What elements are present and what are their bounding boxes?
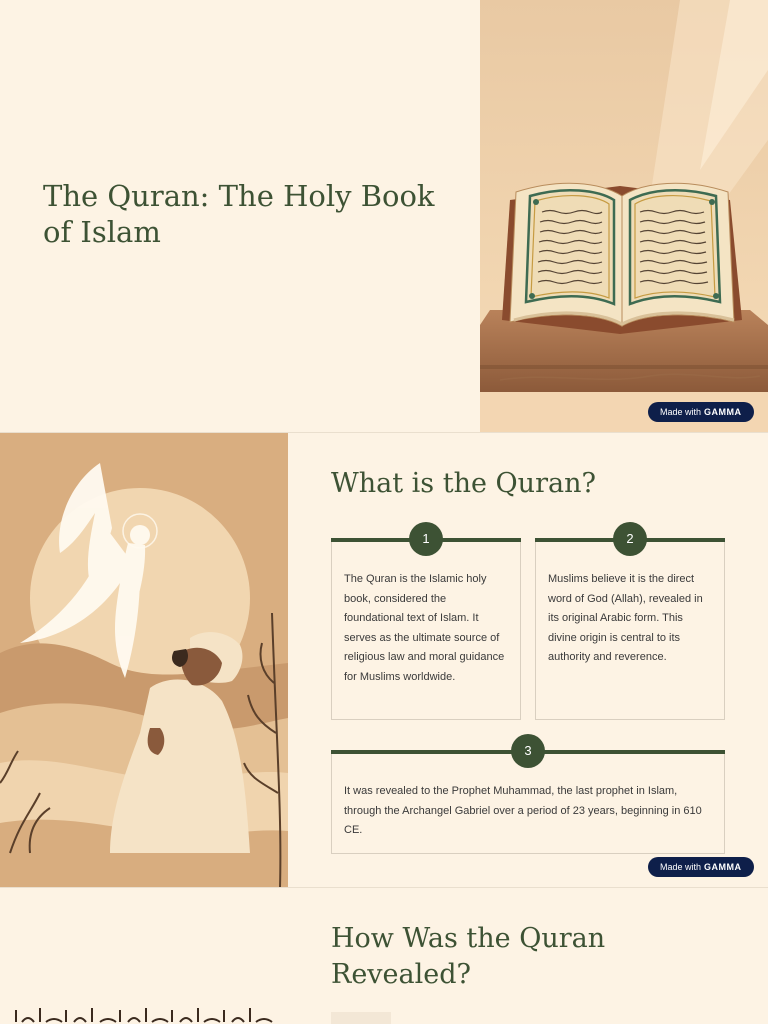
slide-what-is-quran bbox=[0, 433, 768, 887]
angel-prophet-illustration bbox=[0, 433, 288, 887]
arabic-calligraphy-strip bbox=[0, 998, 288, 1024]
card-number: 2 bbox=[613, 522, 647, 556]
badge-prefix: Made with bbox=[660, 407, 702, 417]
card-text: Muslims believe it is the direct word of God (Allah), revealed in its original Arabic form. This divine origin is central to its authority and reverence. bbox=[548, 573, 703, 664]
badge-brand: GAMMA bbox=[704, 407, 742, 417]
made-with-gamma-badge[interactable] bbox=[648, 857, 754, 877]
slide-title bbox=[0, 0, 768, 432]
info-card-3 bbox=[331, 743, 725, 854]
open-book-illustration bbox=[480, 0, 768, 432]
section-title: How Was the Quran Revealed? bbox=[331, 923, 606, 990]
page-title: The Quran: The Holy Book of Islam bbox=[43, 179, 435, 249]
info-card-2 bbox=[535, 531, 725, 720]
made-with-gamma-badge[interactable] bbox=[648, 402, 754, 422]
badge-brand: GAMMA bbox=[704, 862, 742, 872]
info-card-1 bbox=[331, 531, 521, 720]
card-number: 3 bbox=[511, 734, 545, 768]
badge-prefix: Made with bbox=[660, 862, 702, 872]
card-text: The Quran is the Islamic holy book, considered the foundational text of Islam. It serves as the ultimate source of religious law and moral guidance for Muslims worldwide. bbox=[344, 573, 505, 683]
card-number: 1 bbox=[409, 522, 443, 556]
card-text: It was revealed to the Prophet Muhammad, the last prophet in Islam, through the Archangel Gabriel over a period of 23 years, beginning in 610 CE. bbox=[344, 785, 702, 837]
slide-how-revealed bbox=[0, 888, 768, 1024]
card-top-peek bbox=[331, 1012, 391, 1024]
section-title: What is the Quran? bbox=[331, 468, 596, 499]
